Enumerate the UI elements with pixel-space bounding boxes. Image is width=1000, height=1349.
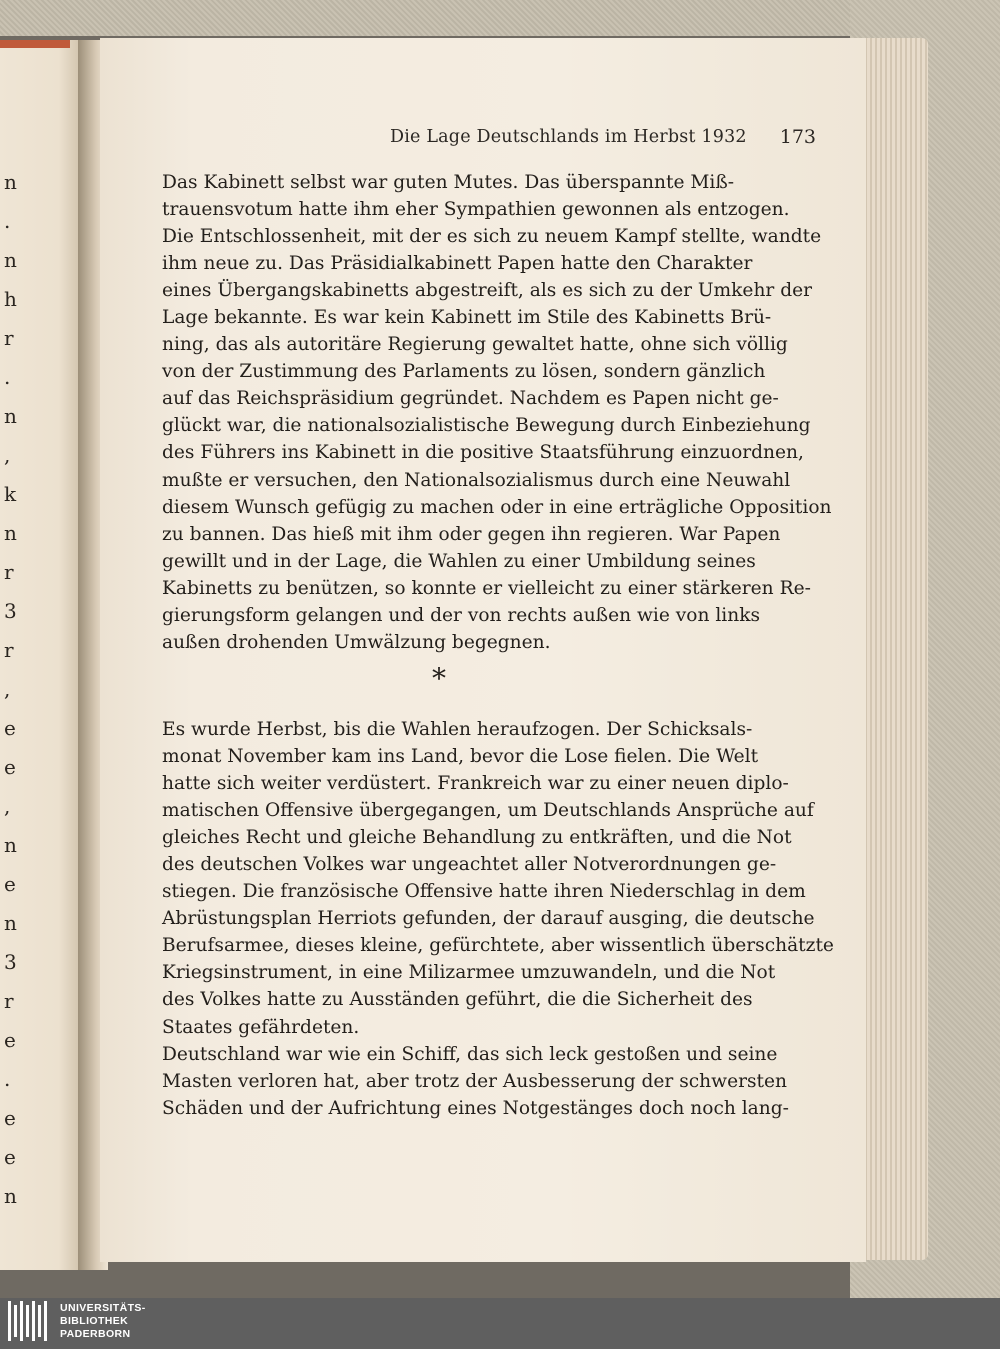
text-line: glückt war, die nationalsozialistische Bewegung durch Einbeziehung [162, 415, 811, 437]
text-line: Staates gefährdeten. [162, 1016, 360, 1038]
text-line: stiegen. Die französische Offensive hatte ihren Niederschlag in dem [162, 881, 806, 903]
left-page-fragment: , [4, 443, 11, 467]
left-page-fragment: , [4, 794, 11, 818]
right-page [100, 38, 866, 1262]
page-number: 173 [779, 126, 816, 148]
logo-line-3: PADERBORN [60, 1328, 131, 1340]
text-line: zu bannen. Das hieß mit ihm oder gegen ihn regieren. War Papen [162, 523, 781, 545]
text-line: des deutschen Volkes war ungeachtet aller Notverordnungen ge- [162, 854, 777, 876]
text-line: hatte sich weiter verdüstert. Frankreich war zu einer neuen diplo- [162, 773, 789, 795]
logo-bar [44, 1301, 47, 1341]
library-logo-text [60, 1302, 146, 1341]
page-header [290, 123, 816, 153]
text-line: diesem Wunsch gefügig zu machen oder in eine erträgliche Opposition [162, 496, 832, 518]
left-page-fragment: n [4, 911, 17, 935]
left-page-fragment: n [4, 248, 17, 272]
left-page-fragment: k [4, 482, 17, 506]
left-page-fragment: 3 [4, 950, 17, 974]
left-page-fragment: n [4, 833, 17, 857]
left-page-fragment: . [4, 1067, 11, 1091]
left-page-fragment: r [4, 989, 14, 1013]
left-page-fragment: e [4, 716, 16, 740]
running-title: Die Lage Deutschlands im Herbst 1932 [390, 127, 747, 147]
left-page-fragment: h [4, 287, 17, 311]
text-line: monat November kam ins Land, bevor die Lose fielen. Die Welt [162, 746, 759, 768]
text-line: matischen Offensive übergegangen, um Deutschlands Ansprüche auf [162, 800, 814, 822]
left-page-fragment: e [4, 1028, 16, 1052]
left-page-fragment: 3 [4, 599, 17, 623]
library-footer [0, 1298, 1000, 1349]
left-page-fragment: n [4, 404, 17, 428]
text-line: des Führers ins Kabinett in die positive Staatsführung einzuordnen, [162, 442, 804, 464]
logo-bar [26, 1305, 29, 1337]
left-page-fragment: e [4, 872, 16, 896]
left-page-fragment: r [4, 638, 14, 662]
text-line: Lage bekannte. Es war kein Kabinett im Stile des Kabinetts Brü- [162, 307, 772, 329]
text-line: mußte er versuchen, den Nationalsozialismus durch eine Neuwahl [162, 469, 791, 491]
logo-bar [8, 1301, 11, 1341]
logo-line-1: UNIVERSITÄTS- [60, 1302, 146, 1314]
left-page-fragment: . [4, 365, 11, 389]
text-line: von der Zustimmung des Parlaments zu lösen, sondern gänzlich [162, 361, 766, 383]
text-line: ning, das als autoritäre Regierung gewaltet hatte, ohne sich völlig [162, 334, 788, 356]
paragraph-block-1 [162, 169, 832, 656]
logo-bar [32, 1301, 35, 1341]
left-page-fragment: e [4, 755, 16, 779]
text-line: gleiches Recht und gleiche Behandlung zu entkräften, und die Not [162, 827, 792, 849]
text-line: Schäden und der Aufrichtung eines Notgestänges doch noch lang- [162, 1097, 789, 1119]
left-page-fragment: e [4, 1106, 16, 1130]
left-page-fragment: r [4, 560, 14, 584]
left-page-fragment: n [4, 521, 17, 545]
logo-bar [38, 1305, 41, 1337]
text-line: des Volkes hatte zu Ausständen geführt, die die Sicherheit des [162, 989, 753, 1011]
text-line: Masten verloren hat, aber trotz der Ausbesserung der schwersten [162, 1070, 787, 1092]
text-line: Kabinetts zu benützen, so konnte er vielleicht zu einer stärkeren Re- [162, 577, 811, 599]
left-page-fragment: , [4, 677, 11, 701]
text-line: ihm neue zu. Das Präsidialkabinett Papen hatte den Charakter [162, 253, 753, 275]
text-line: Es wurde Herbst, bis die Wahlen heraufzogen. Der Schicksals- [162, 719, 753, 740]
text-line: auf das Reichspräsidium gegründet. Nachdem es Papen nicht ge- [162, 388, 779, 410]
text-line: Berufsarmee, dieses kleine, gefürchtete, aber wissentlich überschätzte [162, 935, 834, 957]
library-logo-icon [8, 1301, 52, 1341]
left-page-fragment: . [4, 209, 11, 233]
left-page-fragment: n [4, 1184, 17, 1208]
text-line: Die Entschlossenheit, mit der es sich zu neuem Kampf stellte, wandte [162, 226, 822, 248]
paragraph-block-2 [162, 716, 834, 1122]
left-page-fragment: e [4, 1145, 16, 1169]
text-line: eines Übergangskabinetts abgestreift, als es sich zu der Umkehr der [162, 280, 813, 302]
text-line: Kriegsinstrument, in eine Milizarmee umzuwandeln, und die Not [162, 962, 776, 984]
text-line: gewillt und in der Lage, die Wahlen zu einer Umbildung seines [162, 550, 756, 572]
logo-line-2: BIBLIOTHEK [60, 1315, 129, 1327]
left-page-fragment: r [4, 326, 14, 350]
text-line: Deutschland war wie ein Schiff, das sich leck gestoßen und seine [162, 1043, 778, 1065]
text-line: außen drohenden Umwälzung begegnen. [162, 631, 551, 653]
text-line: Das Kabinett selbst war guten Mutes. Das überspannte Miß- [162, 172, 735, 193]
left-page-edge [0, 40, 70, 48]
logo-bar [14, 1305, 17, 1337]
page-edges [862, 38, 928, 1260]
text-line: gierungsform gelangen und der von rechts außen wie von links [162, 604, 761, 626]
section-separator: * [432, 662, 446, 695]
text-line: trauensvotum hatte ihm eher Sympathien gewonnen als entzogen. [162, 199, 790, 221]
text-line: Abrüstungsplan Herriots gefunden, der darauf ausging, die deutsche [162, 908, 815, 930]
logo-bar [20, 1301, 23, 1341]
left-page-fragment: n [4, 170, 17, 194]
